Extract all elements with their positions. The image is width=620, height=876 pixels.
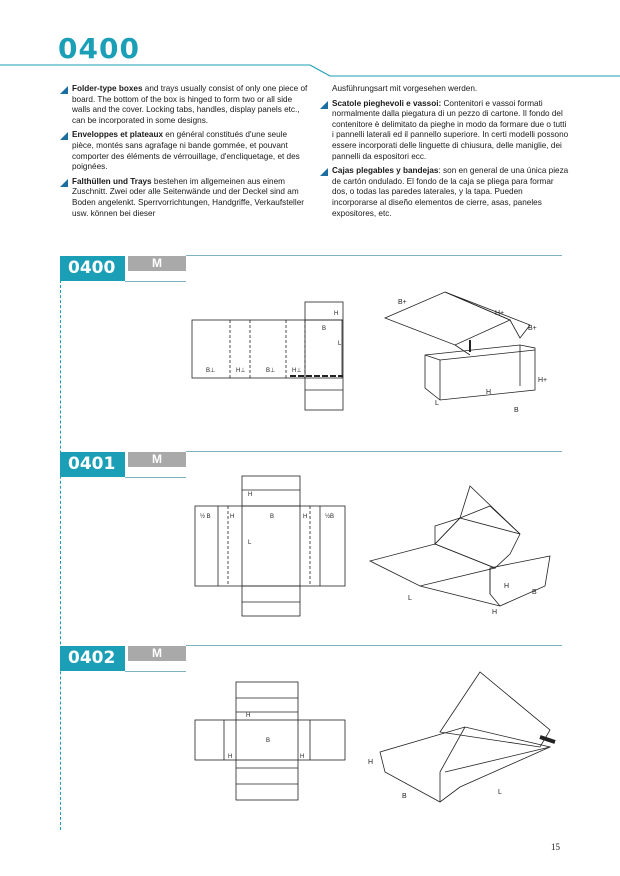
section-rule [186,451,562,452]
dim-label: B⊥ [266,368,276,374]
dim-label: H [230,514,235,520]
section-tab: M [128,256,186,271]
section-code: 0400 [60,256,125,281]
dim-label: H [228,754,233,760]
dim-label: H⊥ [236,368,246,374]
paragraph-text: en général constitués d'une seule pièce, montés sans agrafage ni bande gommée, et pouvant comporter des éléments de vérrouillage, d'encliquetage, et des poignées. [72,130,300,172]
paragraph-lead: Falthüllen und Trays [72,176,152,186]
intro-paragraph-german [60,177,310,219]
box-label: B [532,589,537,596]
dim-label: B⊥ [206,368,216,374]
margin-dashed-line [60,275,61,830]
box-label: B [402,793,407,800]
dim-label: B [270,514,275,520]
paragraph-lead: Folder-type boxes [72,84,143,93]
intro-paragraph-italian [320,99,570,163]
box-label: L [498,789,502,796]
dim-label: H [334,311,339,317]
dim-label: H [248,492,253,498]
section-underline [125,671,186,672]
box-label: H [492,609,498,616]
intro-left-column [60,84,310,223]
diagram-0402 [190,672,560,812]
intro-continuation: Ausführungsart mit vorgesehen werden. [332,84,478,93]
dim-label: L [248,540,252,546]
paragraph-text: : son en general de una única pieza de cartón ondulado. El fondo de la caja se pliega para formar dos, o todas las paredes laterales, y la tapa. Pueden incorporarse al diseño elementos de cierre, asas, paneles expositores, etc. [332,166,569,218]
section-rule [186,255,562,256]
box-label: L [435,400,439,407]
diagram-0401 [190,476,560,626]
box-label: B+ [528,325,537,332]
paragraph-text: Contenitori e vassoi formati normalmente dalla piegatura di un pezzo di cartone. Il fondo del contenitore è delimitato da pieghe in modo da formare due o tutti i pannelli laterali ed il pannello superiore. In certi modelli possono essere incorporati delle linguette di chiusura, delle maniglie, dei pannelli da espositori ecc. [332,98,569,161]
box-label: B [514,407,519,414]
paragraph-text: and trays usually consist of only one piece of board. The bottom of the box is hinged to form two or all side walls and the cover. Locking tabs, handles, display panels etc., can be incorporated in some designs. [72,84,308,125]
intro-paragraph-english [60,84,310,126]
section-underline [125,477,186,478]
section-tab: M [128,646,186,661]
section-underline [125,281,186,282]
intro-paragraph-french [60,130,310,172]
page-number: 15 [551,842,560,852]
bullet-triangle-icon [320,101,328,109]
intro-paragraph-spanish [320,166,570,219]
dim-label: ½B [325,514,335,520]
dim-label: H [300,754,305,760]
bullet-triangle-icon [320,168,328,176]
paragraph-lead: Enveloppes et plateaux [72,130,164,140]
box-label: H [486,389,492,396]
paragraph-lead: Scatole pieghevoli e vassoi: [332,98,442,108]
bullet-triangle-icon [60,132,68,140]
page-title: 0400 [58,32,140,65]
dim-label: H [303,514,308,520]
intro-right-column [320,84,570,223]
dim-label: B [322,326,327,332]
dim-label: B [266,738,271,744]
paragraph-lead: Cajas plegables y bandejas [332,166,439,176]
dim-label: H [246,713,251,719]
section-tab: M [128,452,186,467]
dim-label: L [338,341,342,347]
box-label: H+ [538,377,548,384]
dim-label: ½ B [200,514,211,520]
bullet-triangle-icon [60,179,68,187]
section-code: 0401 [60,452,125,477]
box-label: L [408,595,412,602]
box-label: H [504,583,510,590]
bullet-triangle-icon [60,86,68,94]
box-label: B+ [398,299,407,306]
section-code: 0402 [60,646,125,671]
section-rule [186,645,562,646]
paragraph-text: bestehen im allgemeinen aus einem Zuschnitt. Zwei oder alle Seitenwände und der Deckel sind am Boden angelenkt. Sperrvorrichtungen, Handgriffe, Verkaufsteller usw. können bei dieser [72,176,304,218]
box-label: H [368,759,374,766]
diagram-0400 [190,290,560,420]
dim-label: H⊥ [292,368,302,374]
box-label: H+ [495,310,505,317]
